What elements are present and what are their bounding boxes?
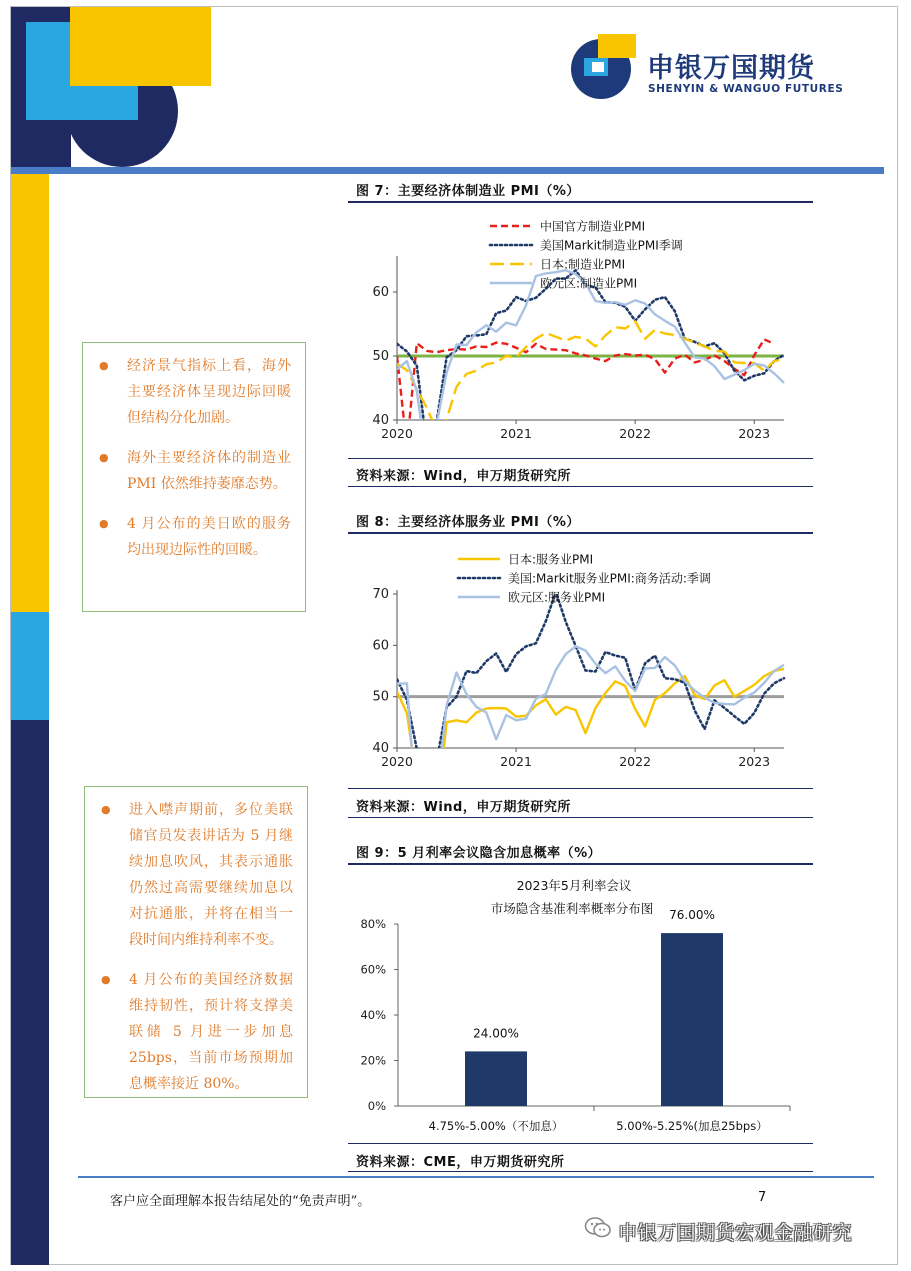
brand-name-cn: 申银万国期货 xyxy=(647,53,815,84)
y-tick-label: 50 xyxy=(372,349,389,364)
figure-8-bottom-rule xyxy=(348,788,813,789)
figure-9-top-rule xyxy=(348,863,813,865)
bar-value-label: 24.00% xyxy=(473,1026,519,1041)
legend-label: 日本:制造业PMI xyxy=(540,257,626,272)
bar xyxy=(661,933,723,1106)
bar-value-label: 76.00% xyxy=(669,908,715,923)
figure-9-title: 图 9：5 月利率会议隐含加息概率（%） xyxy=(356,846,602,861)
y-tick-label: 60% xyxy=(360,962,386,977)
legend-label: 美国:Markit服务业PMI:商务活动:季调 xyxy=(508,571,711,586)
series-line xyxy=(397,270,784,445)
series-group xyxy=(397,592,784,786)
y-tick-label: 20% xyxy=(360,1053,386,1068)
figure-7-bottom-rule xyxy=(348,458,813,459)
figure-8-source-rule xyxy=(348,817,813,818)
figure-8-source: 资料来源：Wind，申万期货研究所 xyxy=(356,800,571,815)
brand-name-en: SHENYIN & WANGUO FUTURES xyxy=(648,83,844,95)
series-group xyxy=(397,270,784,458)
bar-chart-subtitle: 市场隐含基准利率概率分布图 xyxy=(490,901,654,916)
left-strip-sky xyxy=(11,612,49,720)
x-tick-label: 2022 xyxy=(619,426,652,441)
x-tick-label: 2023 xyxy=(738,426,771,441)
left-strip-yellow xyxy=(11,174,49,612)
footer-rule xyxy=(78,1176,874,1178)
manufacturing-pmi-chart xyxy=(350,210,810,458)
series-line xyxy=(397,321,784,430)
figure-7-title: 图 7：主要经济体制造业 PMI（%） xyxy=(356,184,580,199)
services-pmi-chart xyxy=(350,540,810,786)
y-tick-label: 40% xyxy=(360,1008,386,1022)
watermark-text: 申银万国期货宏观金融研究 xyxy=(618,1222,853,1244)
brand-logo-icon xyxy=(570,34,638,102)
figure-9-source-rule xyxy=(348,1171,813,1172)
y-tick-label: 60 xyxy=(372,638,389,654)
x-tick-label: 2021 xyxy=(500,426,532,441)
figure-7-source: 资料来源：Wind，申万期货研究所 xyxy=(356,469,571,484)
summary-box-2 xyxy=(84,786,308,1098)
bar-chart-title: 2023年5月利率会议 xyxy=(516,878,632,893)
left-strip-navy xyxy=(11,720,49,1265)
wechat-icon xyxy=(584,1216,612,1240)
y-tick-label: 0% xyxy=(367,1099,386,1113)
figure-7-top-rule xyxy=(348,201,813,203)
y-tick-label: 70 xyxy=(372,587,389,602)
figure-9-bottom-rule xyxy=(348,1143,813,1144)
summary-bullet: ● 4 月公布的美国经济数据维持韧性，预计将支撑美联储 5 月进一步加息 25bps，当前市场预期加息概率接近 80%。 xyxy=(99,967,293,1097)
series-line xyxy=(397,669,784,786)
rate-probability-chart xyxy=(350,866,810,1142)
legend-label: 中国官方制造业PMI xyxy=(540,219,646,234)
summary-bullet: ● 海外主要经济体的制造业 PMI 依然维持萎靡态势。 xyxy=(97,445,291,497)
x-tick-label: 2022 xyxy=(619,754,652,769)
header-rule xyxy=(11,167,884,174)
figure-7-source-rule xyxy=(348,486,813,487)
footer-disclaimer: 客户应全面理解本报告结尾处的“免责声明”。 xyxy=(110,1194,371,1209)
summary-bullet: ● 经济景气指标上看，海外主要经济体呈现边际回暖但结构分化加剧。 xyxy=(97,353,291,431)
legend-label: 欧元区:服务业PMI xyxy=(508,590,606,605)
legend-label: 欧元区:制造业PMI xyxy=(540,276,638,291)
bar xyxy=(465,1051,527,1106)
series-line xyxy=(397,592,784,786)
figure-9-source: 资料来源：CME，申万期货研究所 xyxy=(356,1155,565,1170)
page-number: 7 xyxy=(758,1190,767,1205)
series-line xyxy=(397,646,784,786)
header-deco-yellow xyxy=(70,7,211,86)
series-line xyxy=(397,270,784,458)
figure-8-title: 图 8：主要经济体服务业 PMI（%） xyxy=(356,515,580,530)
x-tick-label: 2020 xyxy=(381,426,413,441)
y-tick-label: 40 xyxy=(372,741,389,756)
x-category-label: 5.00%-5.25%(加息25bps） xyxy=(616,1119,768,1133)
y-tick-label: 50 xyxy=(372,689,389,705)
figure-8-top-rule xyxy=(348,532,813,534)
y-tick-label: 80% xyxy=(360,917,386,931)
x-tick-label: 2021 xyxy=(500,754,532,769)
summary-bullet: ● 进入噤声期前，多位美联储官员发表讲话为 5 月继续加息吹风，其表示通胀仍然过高需要继续加息以对抗通胀，并将在相当一段时间内维持利率不变。 xyxy=(99,797,293,953)
x-tick-label: 2020 xyxy=(381,754,413,769)
summary-bullet: ● 4 月公布的美日欧的服务均出现边际性的回暖。 xyxy=(97,511,291,563)
summary-box-1 xyxy=(82,342,306,612)
x-tick-label: 2023 xyxy=(738,754,771,769)
legend-label: 美国Markit制造业PMI季调 xyxy=(540,238,683,253)
x-category-label: 4.75%-5.00%（不加息） xyxy=(428,1119,564,1133)
legend-label: 日本:服务业PMI xyxy=(508,552,594,567)
y-tick-label: 40 xyxy=(372,413,389,428)
y-tick-label: 60 xyxy=(372,285,389,300)
